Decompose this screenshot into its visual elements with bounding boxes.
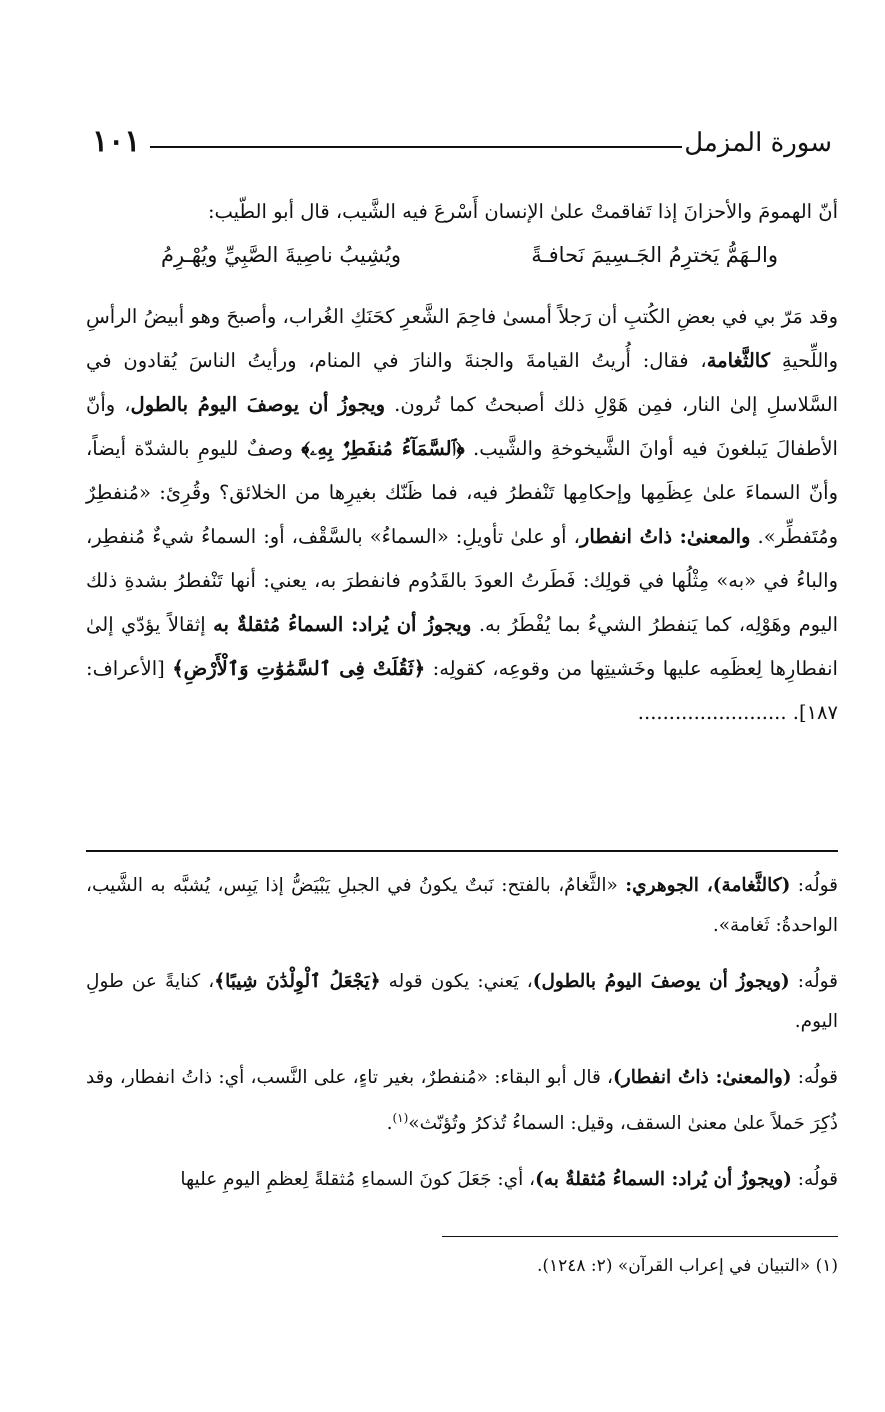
note-item — [86, 1058, 838, 1144]
bold-term: كالثَّغامة — [706, 349, 771, 373]
note-lead: قولُه: — [791, 1067, 838, 1088]
note-item — [86, 1160, 838, 1200]
main-text — [86, 198, 838, 735]
footnote-rule — [442, 1236, 838, 1237]
text-segment: [الأعراف: ١٨٧]. ........................ — [86, 657, 838, 725]
bold-term: والمعنىٰ: ذاتُ انفطار — [579, 525, 751, 549]
text-segment: إثقالاً يؤدّي إلىٰ انفطارِها لِعظَمِه عليها وخَشيتِها من وقوعِه، كقولِه: — [86, 613, 838, 681]
page-header — [92, 118, 832, 166]
bold-term: ويجوزُ أن يوصفَ اليومُ بالطول — [130, 393, 386, 417]
header-rule — [150, 146, 682, 148]
note-text: ، قال أبو البقاء: «مُنفطرٌ، بغير تاءٍ، على النَّسب، أي: ذاتُ انفطار، وقد ذُكِرَ حَملاً علىٰ معنىٰ السقف، وقيل: السماءُ تُذكرُ وتُؤنّث» — [86, 1067, 838, 1135]
verse-second-hemistich: ويُشِيبُ ناصِيةَ الصَّبِيِّ ويُهْـرِمُ — [161, 243, 402, 268]
quran-quote: ﴿ٱلسَّمَآءُ مُنفَطِرٌۢ بِهِۦ﴾ — [301, 437, 465, 461]
note-item — [86, 962, 838, 1042]
note-text: «الثَّغامُ، بالفتح: نَبتٌ يكونُ في الجبلِ يَبْيَضُّ إذا يَبِس، يُشبَّه به الشَّيب، الواحدةُ: ثَغامة». — [86, 875, 838, 936]
poetry-verse — [161, 243, 778, 267]
note-heading: (كالثَّغامة)، الجوهري: — [625, 875, 791, 896]
text-segment: وقد مَرّ بي في بعضِ الكُتبِ أن رَجلاً أمسىٰ فاحِمَ الشَّعرِ كحَنَكِ الغُراب، وأصبحَ وهو أبيضُ الرأسِ واللِّحيةِ — [86, 305, 838, 373]
note-heading: (والمعنىٰ: ذاتُ انفطار) — [613, 1067, 792, 1088]
note-heading: (ويجوزُ أن يُراد: السماءُ مُثقلةٌ به) — [535, 1169, 792, 1191]
text-segment: ، فقال: أُريتُ القيامةَ والجنةَ والنارَ في المنام، ورأيتُ الناسَ يُقادون في السَّلاسلِ إلىٰ النار، فمِن هَوْلِ ذلك أصبحتُ كما تُرون. — [86, 349, 838, 417]
note-item — [86, 866, 838, 946]
bold-term: ويجوزُ أن يُراد: السماءُ مُثقلةٌ به — [213, 613, 472, 637]
note-text: ، أي: جَعَلَ كونَ السماءِ مُثقلةً لِعظمِ اليومِ عليها — [180, 1169, 536, 1191]
note-text: . — [386, 1113, 393, 1135]
text-segment: وصفٌ لليومِ بالشدّة أيضاً، وأنّ السماءَ علىٰ عِظَمِها وإحكامِها تَنْفطرُ فيه، فما ظَنّك بغيرِها من الخلائق؟ وقُرِئ: «مُنفطِرٌ ومُتَفطِّر». — [86, 437, 838, 549]
verse-first-hemistich: والـهَمُّ يَخترِمُ الجَـسِيمَ نَحافـةً — [531, 243, 778, 268]
intro-line: أنّ الهمومَ والأحزانَ إذا تَفاقمتْ علىٰ الإنسان أَسْرعَ فيه الشَّيب، قال أبو الطّيب: — [207, 200, 838, 223]
quran-quote: ﴿ثَقُلَتْ فِى ٱلسَّمَٰوَٰتِ وَٱلْأَرْضِ﴾ — [172, 657, 426, 681]
footnote: (١) «التبيان في إعراب القرآن» (٢: ١٢٤٨). — [536, 1256, 838, 1276]
text-segment: ، أو علىٰ تأويلِ: «السماءُ» بالسَّقْف، أو: السماءُ شيءٌ مُنفطِر، والباءُ في «به» مِثْلُها في قولِك: فَطَرتُ العودَ بالقَدُوم فانفطرَ به، يعني: أنها تَنْفطرُ بشدةِ ذلك اليوم وهَوْلِه، كما يَنفطرُ الشيءُ بما يُفْطَرُ به. — [86, 525, 838, 637]
note-text: ، كنايةً عن طولِ اليوم. — [86, 971, 838, 1032]
commentary-notes — [86, 866, 838, 1216]
note-lead: قولُه: — [791, 1169, 838, 1191]
section-divider — [86, 850, 838, 852]
text-segment: ، وأنّ الأطفالَ يَبلغونَ فيه أوانَ الشَّيخوخةِ والشَّيب. — [86, 393, 838, 461]
note-lead: قولُه: — [789, 971, 838, 992]
page-number: ١٠١ — [92, 124, 141, 159]
note-heading: (ويجوزُ أن يوصفَ اليومُ بالطول) — [532, 971, 790, 992]
quran-quote: ﴿يَجْعَلُ ٱلْوِلْدَٰنَ شِيبًا﴾ — [214, 971, 381, 992]
commentary-paragraph — [86, 295, 838, 735]
surah-title: سورة المزمل — [684, 128, 832, 158]
note-lead: قولُه: — [790, 875, 838, 896]
note-text: ، يَعني: يكون قوله — [380, 971, 533, 992]
footnote-marker: (١) — [392, 1111, 409, 1125]
